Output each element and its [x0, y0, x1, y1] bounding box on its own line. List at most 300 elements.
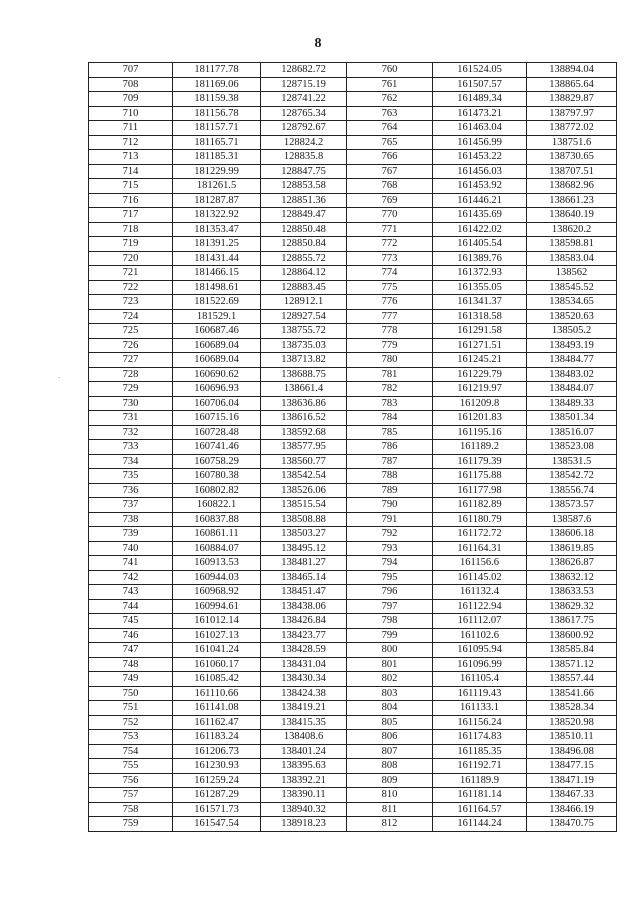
y-coordinate-cell: 138661.23: [527, 193, 617, 208]
x-coordinate-cell: 160994.61: [173, 599, 261, 614]
y-coordinate-cell: 138489.33: [527, 396, 617, 411]
y-coordinate-cell: 138526.06: [261, 483, 347, 498]
x-coordinate-cell: 160780.38: [173, 469, 261, 484]
y-coordinate-cell: 138829.87: [527, 92, 617, 107]
y-coordinate-cell: 138587.6: [527, 512, 617, 527]
y-coordinate-cell: 138797.97: [527, 106, 617, 121]
table-row: [89, 396, 617, 411]
y-coordinate-cell: 138415.35: [261, 715, 347, 730]
point-number-cell: 810: [347, 788, 433, 803]
x-coordinate-cell: 161132.4: [433, 585, 527, 600]
x-coordinate-cell: 161175.88: [433, 469, 527, 484]
x-coordinate-cell: 161095.94: [433, 643, 527, 658]
x-coordinate-cell: 181157.71: [173, 121, 261, 136]
point-number-cell: 738: [89, 512, 173, 527]
y-coordinate-cell: 138401.24: [261, 744, 347, 759]
y-coordinate-cell: 138617.75: [527, 614, 617, 629]
x-coordinate-cell: 161162.47: [173, 715, 261, 730]
table-row: [89, 469, 617, 484]
point-number-cell: 765: [347, 135, 433, 150]
y-coordinate-cell: 138495.12: [261, 541, 347, 556]
x-coordinate-cell: 161110.66: [173, 686, 261, 701]
x-coordinate-cell: 161389.76: [433, 251, 527, 266]
table-row: [89, 556, 617, 571]
x-coordinate-cell: 181287.87: [173, 193, 261, 208]
x-coordinate-cell: 161456.03: [433, 164, 527, 179]
x-coordinate-cell: 181261.5: [173, 179, 261, 194]
x-coordinate-cell: 161456.99: [433, 135, 527, 150]
table-row: [89, 411, 617, 426]
x-coordinate-cell: 161172.72: [433, 527, 527, 542]
table-row: [89, 454, 617, 469]
table-row: [89, 251, 617, 266]
table-row: [89, 672, 617, 687]
x-coordinate-cell: 161209.8: [433, 396, 527, 411]
y-coordinate-cell: 138620.2: [527, 222, 617, 237]
y-coordinate-cell: 138508.88: [261, 512, 347, 527]
y-coordinate-cell: 138481.27: [261, 556, 347, 571]
table-row: [89, 440, 617, 455]
x-coordinate-cell: 161183.24: [173, 730, 261, 745]
point-number-cell: 754: [89, 744, 173, 759]
y-coordinate-cell: 138534.65: [527, 295, 617, 310]
y-coordinate-cell: 138894.04: [527, 63, 617, 78]
y-coordinate-cell: 138598.81: [527, 237, 617, 252]
point-number-cell: 797: [347, 599, 433, 614]
x-coordinate-cell: 161027.13: [173, 628, 261, 643]
y-coordinate-cell: 138390.11: [261, 788, 347, 803]
x-coordinate-cell: 161422.02: [433, 222, 527, 237]
y-coordinate-cell: 138940.32: [261, 802, 347, 817]
point-number-cell: 713: [89, 150, 173, 165]
point-number-cell: 755: [89, 759, 173, 774]
point-number-cell: 751: [89, 701, 173, 716]
point-number-cell: 801: [347, 657, 433, 672]
y-coordinate-cell: 138503.27: [261, 527, 347, 542]
table-row: [89, 701, 617, 716]
x-coordinate-cell: 181159.38: [173, 92, 261, 107]
point-number-cell: 803: [347, 686, 433, 701]
point-number-cell: 774: [347, 266, 433, 281]
x-coordinate-cell: 181522.69: [173, 295, 261, 310]
y-coordinate-cell: 138471.19: [527, 773, 617, 788]
x-coordinate-cell: 161096.99: [433, 657, 527, 672]
point-number-cell: 790: [347, 498, 433, 513]
x-coordinate-cell: 161179.39: [433, 454, 527, 469]
point-number-cell: 786: [347, 440, 433, 455]
margin-mark: .: [58, 371, 60, 380]
point-number-cell: 793: [347, 541, 433, 556]
y-coordinate-cell: 138688.75: [261, 367, 347, 382]
x-coordinate-cell: 161524.05: [433, 63, 527, 78]
y-coordinate-cell: 128851.36: [261, 193, 347, 208]
point-number-cell: 749: [89, 672, 173, 687]
y-coordinate-cell: 138557.44: [527, 672, 617, 687]
point-number-cell: 799: [347, 628, 433, 643]
y-coordinate-cell: 138560.77: [261, 454, 347, 469]
point-number-cell: 715: [89, 179, 173, 194]
point-number-cell: 724: [89, 309, 173, 324]
table-row: [89, 730, 617, 745]
point-number-cell: 809: [347, 773, 433, 788]
point-number-cell: 730: [89, 396, 173, 411]
point-number-cell: 723: [89, 295, 173, 310]
y-coordinate-cell: 138465.14: [261, 570, 347, 585]
point-number-cell: 714: [89, 164, 173, 179]
point-number-cell: 772: [347, 237, 433, 252]
point-number-cell: 779: [347, 338, 433, 353]
y-coordinate-cell: 138520.63: [527, 309, 617, 324]
point-number-cell: 756: [89, 773, 173, 788]
table-row: [89, 382, 617, 397]
x-coordinate-cell: 161180.79: [433, 512, 527, 527]
x-coordinate-cell: 161181.14: [433, 788, 527, 803]
y-coordinate-cell: 138516.07: [527, 425, 617, 440]
point-number-cell: 782: [347, 382, 433, 397]
y-coordinate-cell: 138528.34: [527, 701, 617, 716]
point-number-cell: 727: [89, 353, 173, 368]
x-coordinate-cell: 161102.6: [433, 628, 527, 643]
x-coordinate-cell: 181185.31: [173, 150, 261, 165]
point-number-cell: 787: [347, 454, 433, 469]
y-coordinate-cell: 128765.34: [261, 106, 347, 121]
point-number-cell: 745: [89, 614, 173, 629]
point-number-cell: 747: [89, 643, 173, 658]
point-number-cell: 719: [89, 237, 173, 252]
point-number-cell: 783: [347, 396, 433, 411]
x-coordinate-cell: 161112.07: [433, 614, 527, 629]
y-coordinate-cell: 138520.98: [527, 715, 617, 730]
point-number-cell: 737: [89, 498, 173, 513]
x-coordinate-cell: 160837.88: [173, 512, 261, 527]
y-coordinate-cell: 138619.85: [527, 541, 617, 556]
point-number-cell: 762: [347, 92, 433, 107]
y-coordinate-cell: 138477.15: [527, 759, 617, 774]
x-coordinate-cell: 161473.21: [433, 106, 527, 121]
point-number-cell: 802: [347, 672, 433, 687]
y-coordinate-cell: 128792.67: [261, 121, 347, 136]
x-coordinate-cell: 161229.79: [433, 367, 527, 382]
table-row: [89, 353, 617, 368]
y-coordinate-cell: 138438.06: [261, 599, 347, 614]
x-coordinate-cell: 160822.1: [173, 498, 261, 513]
x-coordinate-cell: 161341.37: [433, 295, 527, 310]
point-number-cell: 767: [347, 164, 433, 179]
y-coordinate-cell: 138865.64: [527, 77, 617, 92]
x-coordinate-cell: 161195.16: [433, 425, 527, 440]
point-number-cell: 770: [347, 208, 433, 223]
x-coordinate-cell: 181229.99: [173, 164, 261, 179]
y-coordinate-cell: 128927.54: [261, 309, 347, 324]
y-coordinate-cell: 138510.11: [527, 730, 617, 745]
table-row: [89, 483, 617, 498]
x-coordinate-cell: 160913.53: [173, 556, 261, 571]
y-coordinate-cell: 128715.19: [261, 77, 347, 92]
y-coordinate-cell: 138523.08: [527, 440, 617, 455]
point-number-cell: 806: [347, 730, 433, 745]
table-row: [89, 686, 617, 701]
x-coordinate-cell: 161085.42: [173, 672, 261, 687]
point-number-cell: 805: [347, 715, 433, 730]
point-number-cell: 743: [89, 585, 173, 600]
x-coordinate-cell: 161189.9: [433, 773, 527, 788]
x-coordinate-cell: 181177.78: [173, 63, 261, 78]
y-coordinate-cell: 138430.34: [261, 672, 347, 687]
x-coordinate-cell: 160689.04: [173, 338, 261, 353]
point-number-cell: 732: [89, 425, 173, 440]
x-coordinate-cell: 161489.34: [433, 92, 527, 107]
y-coordinate-cell: 128850.48: [261, 222, 347, 237]
point-number-cell: 798: [347, 614, 433, 629]
point-number-cell: 711: [89, 121, 173, 136]
table-row: [89, 628, 617, 643]
y-coordinate-cell: 138592.68: [261, 425, 347, 440]
y-coordinate-cell: 138395.63: [261, 759, 347, 774]
table-row: [89, 788, 617, 803]
point-number-cell: 792: [347, 527, 433, 542]
y-coordinate-cell: 138545.52: [527, 280, 617, 295]
x-coordinate-cell: 161145.02: [433, 570, 527, 585]
table-row: [89, 657, 617, 672]
y-coordinate-cell: 138682.96: [527, 179, 617, 194]
x-coordinate-cell: 160706.04: [173, 396, 261, 411]
table-row: [89, 237, 617, 252]
point-number-cell: 725: [89, 324, 173, 339]
point-number-cell: 752: [89, 715, 173, 730]
table-row: [89, 643, 617, 658]
y-coordinate-cell: 138585.84: [527, 643, 617, 658]
point-number-cell: 758: [89, 802, 173, 817]
x-coordinate-cell: 161372.93: [433, 266, 527, 281]
coordinates-table-body: [89, 63, 617, 832]
x-coordinate-cell: 160758.29: [173, 454, 261, 469]
point-number-cell: 728: [89, 367, 173, 382]
x-coordinate-cell: 161287.29: [173, 788, 261, 803]
x-coordinate-cell: 161291.58: [433, 324, 527, 339]
x-coordinate-cell: 161571.73: [173, 802, 261, 817]
table-row: [89, 266, 617, 281]
table-row: [89, 150, 617, 165]
y-coordinate-cell: 138633.53: [527, 585, 617, 600]
x-coordinate-cell: 181165.71: [173, 135, 261, 150]
y-coordinate-cell: 138505.2: [527, 324, 617, 339]
table-row: [89, 280, 617, 295]
x-coordinate-cell: 181431.44: [173, 251, 261, 266]
y-coordinate-cell: 138484.77: [527, 353, 617, 368]
point-number-cell: 722: [89, 280, 173, 295]
x-coordinate-cell: 161355.05: [433, 280, 527, 295]
table-row: [89, 193, 617, 208]
table-row: [89, 527, 617, 542]
table-row: [89, 817, 617, 832]
point-number-cell: 712: [89, 135, 173, 150]
y-coordinate-cell: 138606.18: [527, 527, 617, 542]
x-coordinate-cell: 181498.61: [173, 280, 261, 295]
point-number-cell: 763: [347, 106, 433, 121]
point-number-cell: 746: [89, 628, 173, 643]
y-coordinate-cell: 128835.8: [261, 150, 347, 165]
y-coordinate-cell: 138632.12: [527, 570, 617, 585]
table-row: [89, 179, 617, 194]
y-coordinate-cell: 138751.6: [527, 135, 617, 150]
y-coordinate-cell: 138755.72: [261, 324, 347, 339]
y-coordinate-cell: 138423.77: [261, 628, 347, 643]
point-number-cell: 775: [347, 280, 433, 295]
point-number-cell: 757: [89, 788, 173, 803]
y-coordinate-cell: 128912.1: [261, 295, 347, 310]
point-number-cell: 789: [347, 483, 433, 498]
x-coordinate-cell: 161189.2: [433, 440, 527, 455]
y-coordinate-cell: 138531.5: [527, 454, 617, 469]
point-number-cell: 780: [347, 353, 433, 368]
point-number-cell: 800: [347, 643, 433, 658]
x-coordinate-cell: 160944.03: [173, 570, 261, 585]
y-coordinate-cell: 128741.22: [261, 92, 347, 107]
y-coordinate-cell: 138501.34: [527, 411, 617, 426]
x-coordinate-cell: 181322.92: [173, 208, 261, 223]
x-coordinate-cell: 161435.69: [433, 208, 527, 223]
y-coordinate-cell: 138493.19: [527, 338, 617, 353]
table-row: [89, 63, 617, 78]
y-coordinate-cell: 128682.72: [261, 63, 347, 78]
x-coordinate-cell: 161177.98: [433, 483, 527, 498]
point-number-cell: 735: [89, 469, 173, 484]
y-coordinate-cell: 138541.66: [527, 686, 617, 701]
x-coordinate-cell: 161259.24: [173, 773, 261, 788]
table-row: [89, 744, 617, 759]
y-coordinate-cell: 138424.38: [261, 686, 347, 701]
y-coordinate-cell: 138735.03: [261, 338, 347, 353]
point-number-cell: 731: [89, 411, 173, 426]
y-coordinate-cell: 138600.92: [527, 628, 617, 643]
point-number-cell: 710: [89, 106, 173, 121]
point-number-cell: 739: [89, 527, 173, 542]
point-number-cell: 776: [347, 295, 433, 310]
x-coordinate-cell: 160861.11: [173, 527, 261, 542]
y-coordinate-cell: 138562: [527, 266, 617, 281]
point-number-cell: 720: [89, 251, 173, 266]
x-coordinate-cell: 181353.47: [173, 222, 261, 237]
table-row: [89, 208, 617, 223]
x-coordinate-cell: 160802.82: [173, 483, 261, 498]
y-coordinate-cell: 138451.47: [261, 585, 347, 600]
x-coordinate-cell: 161230.93: [173, 759, 261, 774]
table-row: [89, 802, 617, 817]
table-row: [89, 367, 617, 382]
y-coordinate-cell: 138636.86: [261, 396, 347, 411]
coordinates-table: [88, 62, 617, 832]
y-coordinate-cell: 138640.19: [527, 208, 617, 223]
y-coordinate-cell: 138577.95: [261, 440, 347, 455]
y-coordinate-cell: 138496.08: [527, 744, 617, 759]
x-coordinate-cell: 181466.15: [173, 266, 261, 281]
point-number-cell: 812: [347, 817, 433, 832]
point-number-cell: 721: [89, 266, 173, 281]
table-row: [89, 715, 617, 730]
table-row: [89, 324, 617, 339]
point-number-cell: 717: [89, 208, 173, 223]
y-coordinate-cell: 138918.23: [261, 817, 347, 832]
y-coordinate-cell: 128824.2: [261, 135, 347, 150]
y-coordinate-cell: 128847.75: [261, 164, 347, 179]
point-number-cell: 791: [347, 512, 433, 527]
x-coordinate-cell: 161174.83: [433, 730, 527, 745]
y-coordinate-cell: 138542.54: [261, 469, 347, 484]
point-number-cell: 736: [89, 483, 173, 498]
y-coordinate-cell: 138730.65: [527, 150, 617, 165]
y-coordinate-cell: 138629.32: [527, 599, 617, 614]
y-coordinate-cell: 138426.84: [261, 614, 347, 629]
table-row: [89, 773, 617, 788]
y-coordinate-cell: 138484.07: [527, 382, 617, 397]
table-row: [89, 498, 617, 513]
x-coordinate-cell: 161119.43: [433, 686, 527, 701]
table-row: [89, 92, 617, 107]
table-row: [89, 295, 617, 310]
y-coordinate-cell: 138616.52: [261, 411, 347, 426]
point-number-cell: 726: [89, 338, 173, 353]
point-number-cell: 785: [347, 425, 433, 440]
y-coordinate-cell: 138583.04: [527, 251, 617, 266]
x-coordinate-cell: 160687.46: [173, 324, 261, 339]
y-coordinate-cell: 128853.58: [261, 179, 347, 194]
x-coordinate-cell: 161245.21: [433, 353, 527, 368]
y-coordinate-cell: 138661.4: [261, 382, 347, 397]
table-row: [89, 121, 617, 136]
x-coordinate-cell: 160968.92: [173, 585, 261, 600]
point-number-cell: 808: [347, 759, 433, 774]
x-coordinate-cell: 161164.57: [433, 802, 527, 817]
point-number-cell: 748: [89, 657, 173, 672]
x-coordinate-cell: 160728.48: [173, 425, 261, 440]
x-coordinate-cell: 160715.16: [173, 411, 261, 426]
x-coordinate-cell: 161156.24: [433, 715, 527, 730]
table-row: [89, 599, 617, 614]
x-coordinate-cell: 161453.22: [433, 150, 527, 165]
y-coordinate-cell: 138707.51: [527, 164, 617, 179]
point-number-cell: 769: [347, 193, 433, 208]
table-row: [89, 541, 617, 556]
y-coordinate-cell: 128864.12: [261, 266, 347, 281]
table-row: [89, 570, 617, 585]
y-coordinate-cell: 138467.33: [527, 788, 617, 803]
x-coordinate-cell: 160696.93: [173, 382, 261, 397]
point-number-cell: 788: [347, 469, 433, 484]
point-number-cell: 795: [347, 570, 433, 585]
point-number-cell: 804: [347, 701, 433, 716]
y-coordinate-cell: 128850.84: [261, 237, 347, 252]
point-number-cell: 773: [347, 251, 433, 266]
y-coordinate-cell: 128849.47: [261, 208, 347, 223]
x-coordinate-cell: 161507.57: [433, 77, 527, 92]
point-number-cell: 760: [347, 63, 433, 78]
table-row: [89, 425, 617, 440]
x-coordinate-cell: 160690.62: [173, 367, 261, 382]
y-coordinate-cell: 138392.21: [261, 773, 347, 788]
x-coordinate-cell: 161012.14: [173, 614, 261, 629]
point-number-cell: 778: [347, 324, 433, 339]
point-number-cell: 784: [347, 411, 433, 426]
x-coordinate-cell: 160741.46: [173, 440, 261, 455]
y-coordinate-cell: 138466.19: [527, 802, 617, 817]
y-coordinate-cell: 138571.12: [527, 657, 617, 672]
y-coordinate-cell: 128855.72: [261, 251, 347, 266]
table-row: [89, 164, 617, 179]
x-coordinate-cell: 161141.08: [173, 701, 261, 716]
x-coordinate-cell: 161182.89: [433, 498, 527, 513]
x-coordinate-cell: 160884.07: [173, 541, 261, 556]
point-number-cell: 744: [89, 599, 173, 614]
